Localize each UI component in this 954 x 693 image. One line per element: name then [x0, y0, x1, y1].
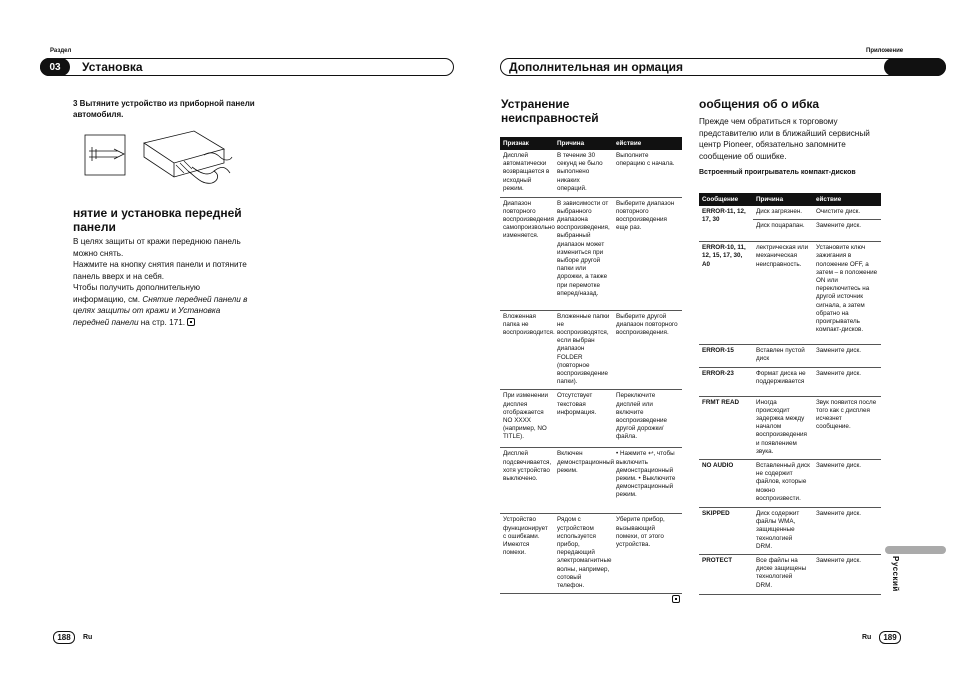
- table-row: PROTECT Все файлы на диске защищены технологией DRM. Замените диск.: [699, 555, 881, 595]
- cd-player-heading: Встроенный проигрыватель компакт-дисков: [699, 169, 856, 176]
- appendix-badge: [884, 58, 946, 76]
- end-mark-icon: [672, 595, 680, 603]
- error-messages-heading: ообщения об о ибка: [699, 97, 820, 111]
- right-lang-code: Ru: [862, 634, 872, 641]
- unit-removal-illustration: [84, 127, 234, 189]
- troubleshooting-heading: Устранение неисправностей: [501, 97, 599, 125]
- table-row: Диск поцарапан. Замените диск.: [699, 220, 881, 242]
- error-intro-text: Прежде чем обратиться к торговому представителю или в ближайший сервисный центр Pioneer, обязательно запомните сообщение об ошибке.: [699, 117, 870, 161]
- table-row: SKIPPED Диск содержит файлы WMA, защищенные технологией DRM. Замените диск.: [699, 508, 881, 555]
- section-label: Раздел: [50, 48, 72, 54]
- table-row: ERROR-11, 12, 17, 30 Диск загрязнен. Очистите диск.: [699, 206, 881, 220]
- language-label: Русский: [891, 556, 900, 592]
- paragraph-3: Чтобы получить дополнительную информацию, см. Снятие передней панели в целях защиты от кражи и Установка передней панели на стр. 171.: [73, 283, 248, 327]
- end-mark-icon: [187, 318, 195, 326]
- col-symptom: Признак: [500, 137, 554, 150]
- table-row: Дисплей подсвечивается, хотя устройство выключено. Включен демонстрационный режим. • Нажмите ↩, чтобы выключить демонстрационный режим. • Выключите демонстрационный режим.: [500, 448, 682, 514]
- table-row: При изменении дисплея отображается NO XXXX (например, NO TITLE). Отсутствует текстовая информация. Переключите дисплей или включите воспроизведение другой дорожки/файла.: [500, 390, 682, 448]
- language-side-tab: [885, 546, 946, 554]
- appendix-label: Приложение: [866, 48, 904, 54]
- table-row: ERROR-15 Вставлен пустой диск Замените диск.: [699, 345, 881, 367]
- col-cause: Причина: [554, 137, 613, 150]
- table-row: Дисплей автоматически возвращается в исходный режим. В течение 30 секунд не было выполнено никаких операций. Выполните операцию с начала.: [500, 150, 682, 197]
- table-row: Диапазон повторного воспроизведения самопроизвольно изменяется. В зависимости от выбранного диапазона воспроизведения, выбранный диапазон может измениться при выборе другой папки или дорожки, а также при перемотке вперед/назад. Выберите диапазон повторного воспроизведения еще раз.: [500, 197, 682, 310]
- link-remove-panel[interactable]: Снятие передней панели в целях защиты от кражи: [73, 294, 248, 316]
- table-row: ERROR-23 Формат диска не поддерживается Замените диск.: [699, 367, 881, 396]
- error-messages-table: [699, 193, 881, 595]
- col-cause: Причина: [753, 193, 813, 206]
- table-row: FRMT READ Иногда происходит задержка между началом воспроизведения и появлением звука. Звук появится после того как с дисплея исчезнет сообщение.: [699, 396, 881, 459]
- section-number-badge: 03: [40, 58, 70, 76]
- right-page-title: Дополнительная ин ормация: [509, 60, 683, 74]
- left-page-number: 188: [53, 631, 75, 644]
- left-page-title: Установка: [82, 60, 143, 74]
- troubleshooting-table: [500, 137, 682, 594]
- left-lang-code: Ru: [83, 634, 93, 641]
- step-3-text: 3 Вытяните устройство из приборной панели автомобиля.: [73, 99, 255, 119]
- paragraph-2: Нажмите на кнопку снятия панели и потяните панель вверх и на себя.: [73, 260, 247, 281]
- table-row: ERROR-10, 11, 12, 15, 17, 30, A0 лектрическая или механическая неисправность. Установите ключ зажигания в положение OFF, а затем – в положение ON или переключитесь на другой источник сигнала, а затем обратно на проигрыватель компакт-дисков.: [699, 242, 881, 345]
- paragraph-1: В целях защиты от кражи переднюю панель можно снять.: [73, 237, 241, 258]
- table-row: NO AUDIO Вставленный диск не содержит файлов, которые можно воспроизвести. Замените диск.: [699, 460, 881, 508]
- table-row: Вложенная папка не воспроизводится. Вложенные папки не воспроизводятся, если выбран диапазон FOLDER (повторное воспроизведение папки). Выберите другой диапазон повторного воспроизведения.: [500, 310, 682, 390]
- link-attach-panel[interactable]: Установка передней панели: [73, 306, 221, 327]
- right-page-number: 189: [879, 631, 901, 644]
- col-action: ействие: [613, 137, 682, 150]
- col-message: Сообщение: [699, 193, 753, 206]
- table-row: Устройство функционирует с ошибками. Имеются помехи. Рядом с устройством используется прибор, передающий электромагнитные волны, например, сотовый телефон. Уберите прибор, вызывающий помехи, от этого устройства.: [500, 514, 682, 594]
- col-action: ействие: [813, 193, 881, 206]
- front-panel-heading: нятие и установка передней панели: [73, 206, 242, 234]
